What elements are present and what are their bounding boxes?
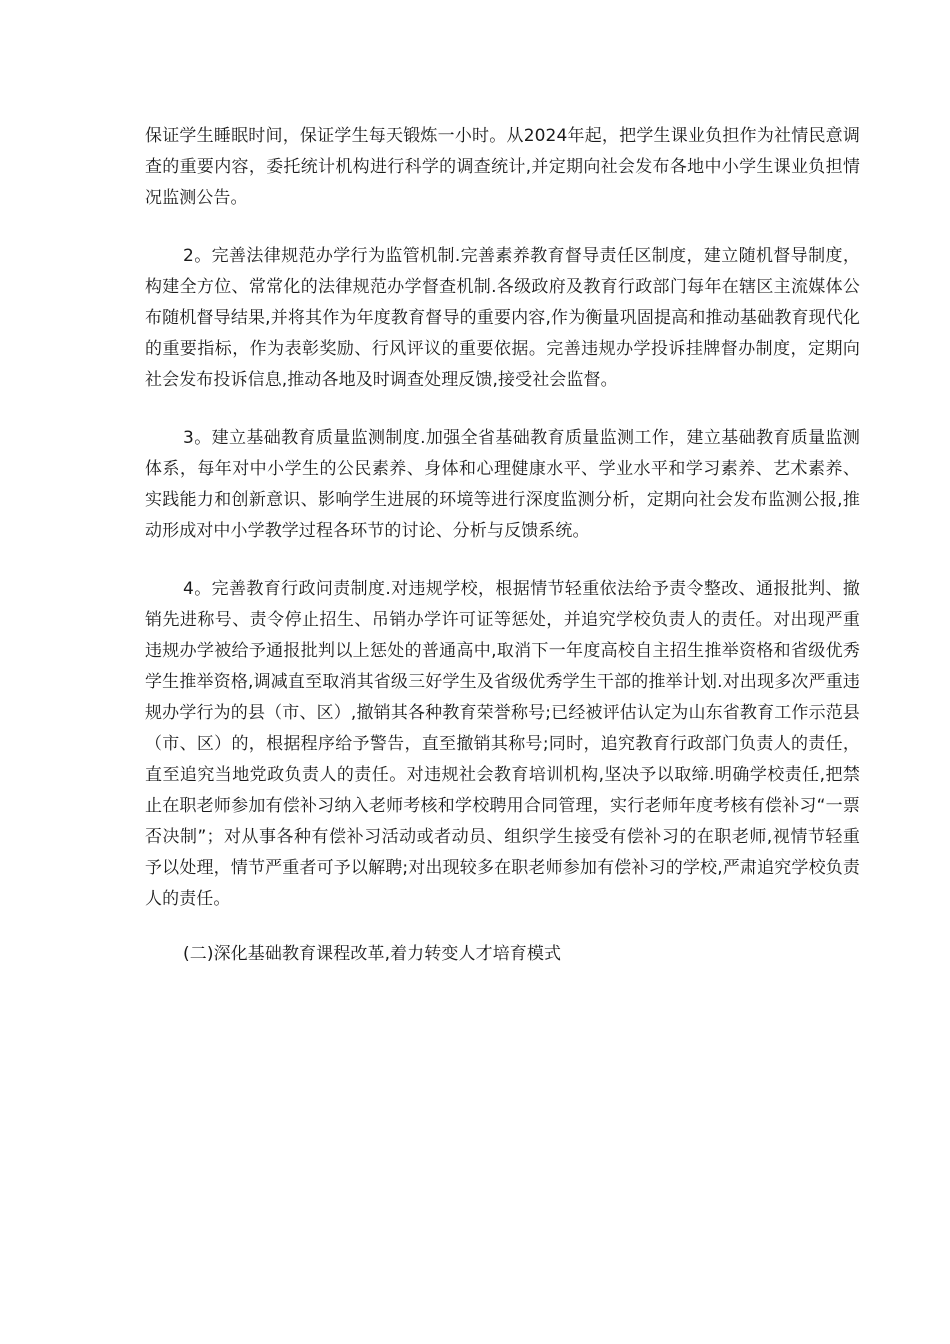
paragraph-continuation: 保证学生睡眠时间，保证学生每天锻炼一小时。从2024年起，把学生课业负担作为社情民意调查的重要内容，委托统计机构进行科学的调查统计,并定期向社会发布各地中小学生课业负担情况监测公告。 xyxy=(145,126,860,208)
paragraph-item-3: 3。建立基础教育质量监测制度.加强全省基础教育质量监测工作，建立基础教育质量监测体系，每年对中小学生的公民素养、身体和心理健康水平、学业水平和学习素养、艺术素养、实践能力和创新意识、影响学生进展的环境等进行深度监测分析，定期向社会发布监测公报,推动形成对中小学教学过程各环节的讨论、分析与反馈系统。 xyxy=(145,428,860,541)
section-heading: (二)深化基础教育课程改革,着力转变人才培育模式 xyxy=(183,944,562,964)
document-body xyxy=(145,121,860,970)
paragraph-item-2: 2。完善法律规范办学行为监管机制.完善素养教育督导责任区制度，建立随机督导制度，构建全方位、常常化的法律规范办学督查机制.各级政府及教育行政部门每年在辖区主流媒体公布随机督导结果,并将其作为年度教育督导的重要内容,作为衡量巩固提高和推动基础教育现代化的重要指标，作为表彰奖励、行风评议的重要依据。完善违规办学投诉挂牌督办制度，定期向社会发布投诉信息,推动各地及时调查处理反馈,接受社会监督。 xyxy=(145,246,860,390)
paragraph-item-4: 4。完善教育行政问责制度.对违规学校，根据情节轻重依法给予责令整改、通报批判、撤销先进称号、责令停止招生、吊销办学许可证等惩处，并追究学校负责人的责任。对出现严重违规办学被给予通报批判以上惩处的普通高中,取消下一年度高校自主招生推举资格和省级优秀学生推举资格,调减直至取消其省级三好学生及省级优秀学生干部的推举计划.对出现多次严重违规办学行为的县（市、区）,撤销其各种教育荣誉称号;已经被评估认定为山东省教育工作示范县（市、区）的，根据程序给予警告，直至撤销其称号;同时，追究教育行政部门负责人的责任，直至追究当地党政负责人的责任。对违规社会教育培训机构,坚决予以取缔.明确学校责任,把禁止在职老师参加有偿补习纳入老师考核和学校聘用合同管理，实行老师年度考核有偿补习“一票否决制”；对从事各种有偿补习活动或者动员、组织学生接受有偿补习的在职老师,视情节轻重予以处理，情节严重者可予以解聘;对出现较多在职老师参加有偿补习的学校,严肃追究学校负责人的责任。 xyxy=(145,579,860,909)
